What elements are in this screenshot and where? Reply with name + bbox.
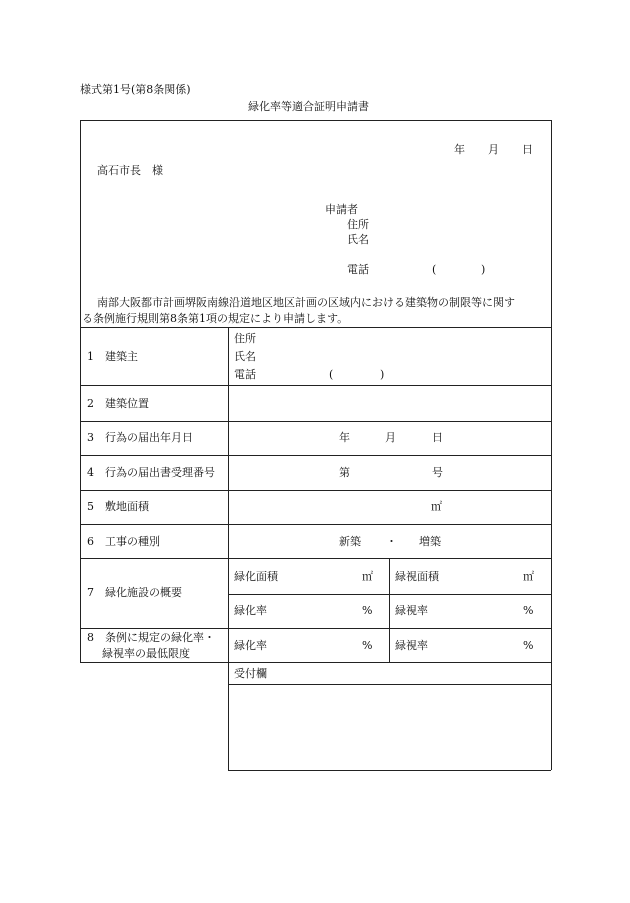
row-1-paren-open: ( (329, 368, 334, 381)
statement-line-2: る条例施行規則第8条第1項の規定により申請します。 (82, 312, 349, 325)
row-2-label: 2 建築位置 (87, 397, 149, 410)
header-year-label: 年 (454, 143, 465, 156)
row-7-label: 7 緑化施設の概要 (87, 586, 182, 599)
row-1-label: 1 建築主 (87, 350, 138, 363)
applicant-phone-paren-close: ) (481, 263, 486, 276)
row-1-address-label: 住所 (234, 332, 256, 345)
row-7-visible-area-unit: ㎡ (523, 570, 534, 583)
header-month-label: 月 (488, 143, 499, 156)
row-1-name-label: 氏名 (234, 350, 256, 363)
row-8-label-line-2: 緑視率の最低限度 (102, 647, 190, 660)
row-6-label: 6 工事の種別 (87, 535, 160, 548)
applicant-address-label: 住所 (347, 218, 369, 231)
row-4-suffix: 号 (432, 466, 443, 479)
row-5-label: 5 敷地面積 (87, 500, 149, 513)
row-1-paren-close: ) (380, 368, 385, 381)
applicant-phone-paren-open: ( (432, 263, 437, 276)
row-8-green-rate-unit: % (362, 639, 373, 652)
row-6-option-extension: 増築 (419, 535, 441, 548)
row-8-visible-rate-label: 緑視率 (395, 639, 428, 652)
applicant-name-label: 氏名 (347, 233, 369, 246)
row-8-visible-rate-unit: % (523, 639, 534, 652)
row-8-label-line-1: 8 条例に規定の緑化率・ (87, 631, 215, 644)
row-7-green-area-label: 緑化面積 (234, 570, 278, 583)
row-4-prefix: 第 (339, 466, 350, 479)
row-7-green-rate-label: 緑化率 (234, 604, 267, 617)
row-7-green-area-unit: ㎡ (362, 570, 373, 583)
row-3-month: 月 (385, 431, 396, 444)
row-6-separator: ・ (386, 535, 397, 548)
reception-box (229, 685, 550, 769)
row-3-year: 年 (339, 431, 350, 444)
form-number: 様式第1号(第8条関係) (80, 83, 191, 96)
row-5-unit: ㎡ (431, 500, 442, 513)
statement-line-1: 南部大阪都市計画堺阪南線沿道地区地区計画の区域内における建築物の制限等に関す (97, 296, 515, 309)
row-7-green-rate-unit: % (362, 604, 373, 617)
row-1-phone-label: 電話 (234, 368, 256, 381)
row-7-visible-rate-unit: % (523, 604, 534, 617)
row-8-green-rate-label: 緑化率 (234, 639, 267, 652)
row-7-visible-rate-label: 緑視率 (395, 604, 428, 617)
addressee: 高石市長 様 (97, 164, 163, 177)
row-7-visible-area-label: 緑視面積 (395, 570, 439, 583)
header-day-label: 日 (522, 143, 533, 156)
row-3-label: 3 行為の届出年月日 (87, 431, 193, 444)
row-6-option-new: 新築 (339, 535, 361, 548)
applicant-phone-label: 電話 (347, 263, 369, 276)
document-title: 緑化率等適合証明申請書 (248, 100, 369, 113)
row-4-label: 4 行為の届出書受理番号 (87, 466, 215, 479)
row-3-day: 日 (432, 431, 443, 444)
reception-label: 受付欄 (234, 667, 267, 680)
applicant-label: 申請者 (325, 203, 358, 216)
